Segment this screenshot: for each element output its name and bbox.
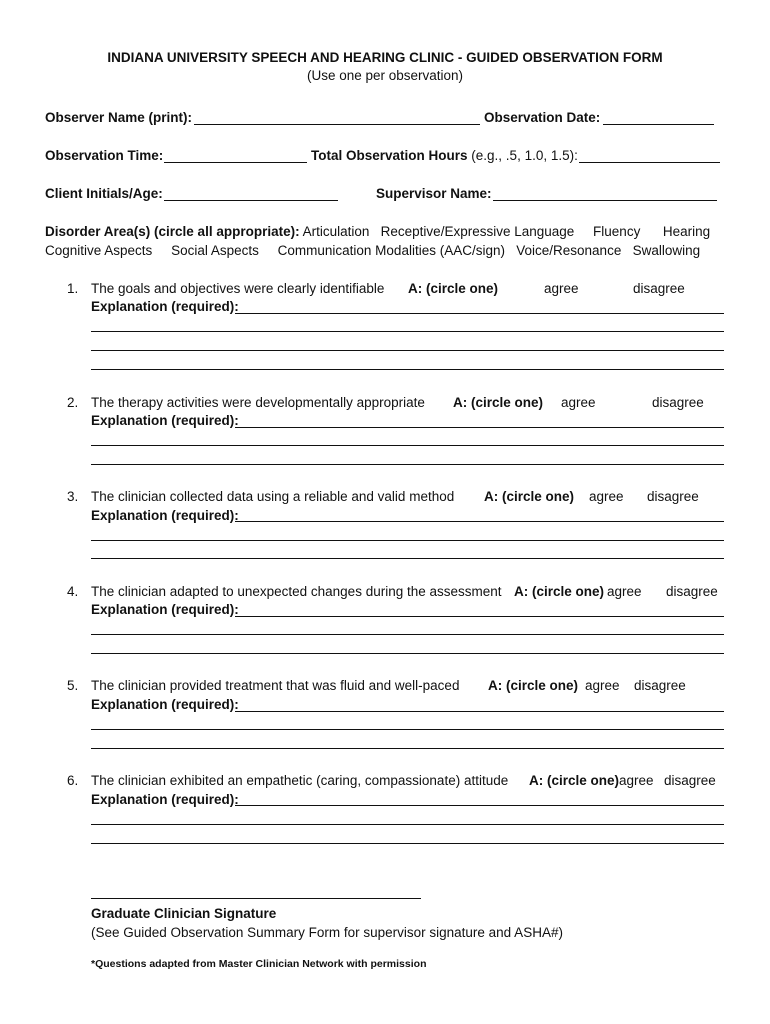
question-text: The goals and objectives were clearly identifiable <box>91 281 385 296</box>
observation-date-label: Observation Date: <box>484 110 601 125</box>
explanation-line[interactable] <box>91 445 724 446</box>
explanation-line[interactable] <box>91 350 724 351</box>
explanation-line[interactable] <box>91 729 724 730</box>
explanation-label: Explanation (required): <box>91 413 239 428</box>
disorder-option[interactable]: Fluency <box>593 224 641 239</box>
disorder-option[interactable]: Social Aspects <box>171 243 259 258</box>
observer-name-field[interactable] <box>194 124 480 125</box>
question-number: 3. <box>67 489 79 504</box>
explanation-line[interactable] <box>235 805 724 806</box>
answer-label: A: (circle one) <box>514 584 605 599</box>
explanation-label: Explanation (required): <box>91 602 239 617</box>
explanation-line[interactable] <box>91 540 724 541</box>
disorder-option[interactable]: Voice/Resonance <box>516 243 622 258</box>
client-field[interactable] <box>164 200 338 201</box>
question-text: The clinician provided treatment that was fluid and well-paced <box>91 678 460 693</box>
explanation-line[interactable] <box>91 653 724 654</box>
observer-name-label: Observer Name (print): <box>45 110 193 125</box>
explanation-line[interactable] <box>91 634 724 635</box>
explanation-line[interactable] <box>91 843 724 844</box>
explanation-line[interactable] <box>235 521 724 522</box>
answer-label: A: (circle one) <box>484 489 575 504</box>
disorder-option[interactable]: Articulation <box>302 224 370 239</box>
explanation-line[interactable] <box>235 427 724 428</box>
answer-label: A: (circle one) <box>453 395 544 410</box>
explanation-label: Explanation (required): <box>91 697 239 712</box>
disagree-option[interactable]: disagree <box>664 773 716 788</box>
supervisor-label: Supervisor Name: <box>376 186 492 201</box>
explanation-line[interactable] <box>235 616 724 617</box>
total-hours-label: Total Observation Hours <box>311 148 468 163</box>
question-text: The clinician adapted to unexpected changes during the assessment <box>91 584 502 599</box>
disorder-label: Disorder Area(s) (circle all appropriate): <box>45 224 300 239</box>
signature-note: (See Guided Observation Summary Form for supervisor signature and ASHA#) <box>91 925 563 940</box>
agree-option[interactable]: agree <box>561 395 596 410</box>
explanation-line[interactable] <box>235 711 724 712</box>
explanation-label: Explanation (required): <box>91 299 239 314</box>
disorder-option[interactable]: Cognitive Aspects <box>45 243 153 258</box>
explanation-line[interactable] <box>91 558 724 559</box>
observation-time-field[interactable] <box>164 162 307 163</box>
disorder-option[interactable]: Receptive/Expressive Language <box>380 224 575 239</box>
question-text: The clinician exhibited an empathetic (caring, compassionate) attitude <box>91 773 509 788</box>
observation-time-label: Observation Time: <box>45 148 164 163</box>
question-number: 2. <box>67 395 79 410</box>
client-label: Client Initials/Age: <box>45 186 163 201</box>
disorder-option[interactable]: Swallowing <box>632 243 701 258</box>
disagree-option[interactable]: disagree <box>633 281 685 296</box>
question-text: The therapy activities were developmentally appropriate <box>91 395 425 410</box>
signature-label: Graduate Clinician Signature <box>91 906 277 921</box>
supervisor-field[interactable] <box>493 200 717 201</box>
disorder-row-2 <box>45 243 700 258</box>
total-hours-example: (e.g., .5, 1.0, 1.5): <box>471 148 578 163</box>
form-subtitle: (Use one per observation) <box>306 68 464 83</box>
agree-option[interactable]: agree <box>619 773 654 788</box>
disagree-option[interactable]: disagree <box>647 489 699 504</box>
agree-option[interactable]: agree <box>589 489 624 504</box>
question-text: The clinician collected data using a reliable and valid method <box>91 489 455 504</box>
answer-label: A: (circle one) <box>529 773 620 788</box>
disagree-option[interactable]: disagree <box>634 678 686 693</box>
disorder-row-1 <box>45 224 710 239</box>
explanation-line[interactable] <box>91 748 724 749</box>
explanation-line[interactable] <box>91 369 724 370</box>
explanation-line[interactable] <box>91 824 724 825</box>
explanation-line[interactable] <box>235 313 724 314</box>
disorder-option[interactable]: Hearing <box>662 224 711 239</box>
explanation-line[interactable] <box>91 464 724 465</box>
explanation-line[interactable] <box>91 331 724 332</box>
agree-option[interactable]: agree <box>607 584 642 599</box>
disorder-option[interactable]: Communication Modalities (AAC/sign) <box>277 243 505 258</box>
signature-line[interactable] <box>91 898 421 899</box>
total-hours-field[interactable] <box>579 162 720 163</box>
question-number: 1. <box>67 281 79 296</box>
form-title: INDIANA UNIVERSITY SPEECH AND HEARING CLINIC - GUIDED OBSERVATION FORM <box>107 50 663 65</box>
agree-option[interactable]: agree <box>544 281 579 296</box>
explanation-label: Explanation (required): <box>91 508 239 523</box>
answer-label: A: (circle one) <box>408 281 499 296</box>
question-number: 6. <box>67 773 79 788</box>
footnote: *Questions adapted from Master Clinician Network with permission <box>91 958 427 970</box>
observation-date-field[interactable] <box>603 124 714 125</box>
disagree-option[interactable]: disagree <box>652 395 704 410</box>
explanation-label: Explanation (required): <box>91 792 239 807</box>
disagree-option[interactable]: disagree <box>666 584 718 599</box>
question-number: 4. <box>67 584 79 599</box>
answer-label: A: (circle one) <box>488 678 579 693</box>
question-number: 5. <box>67 678 79 693</box>
total-hours-group <box>311 148 578 163</box>
agree-option[interactable]: agree <box>585 678 620 693</box>
